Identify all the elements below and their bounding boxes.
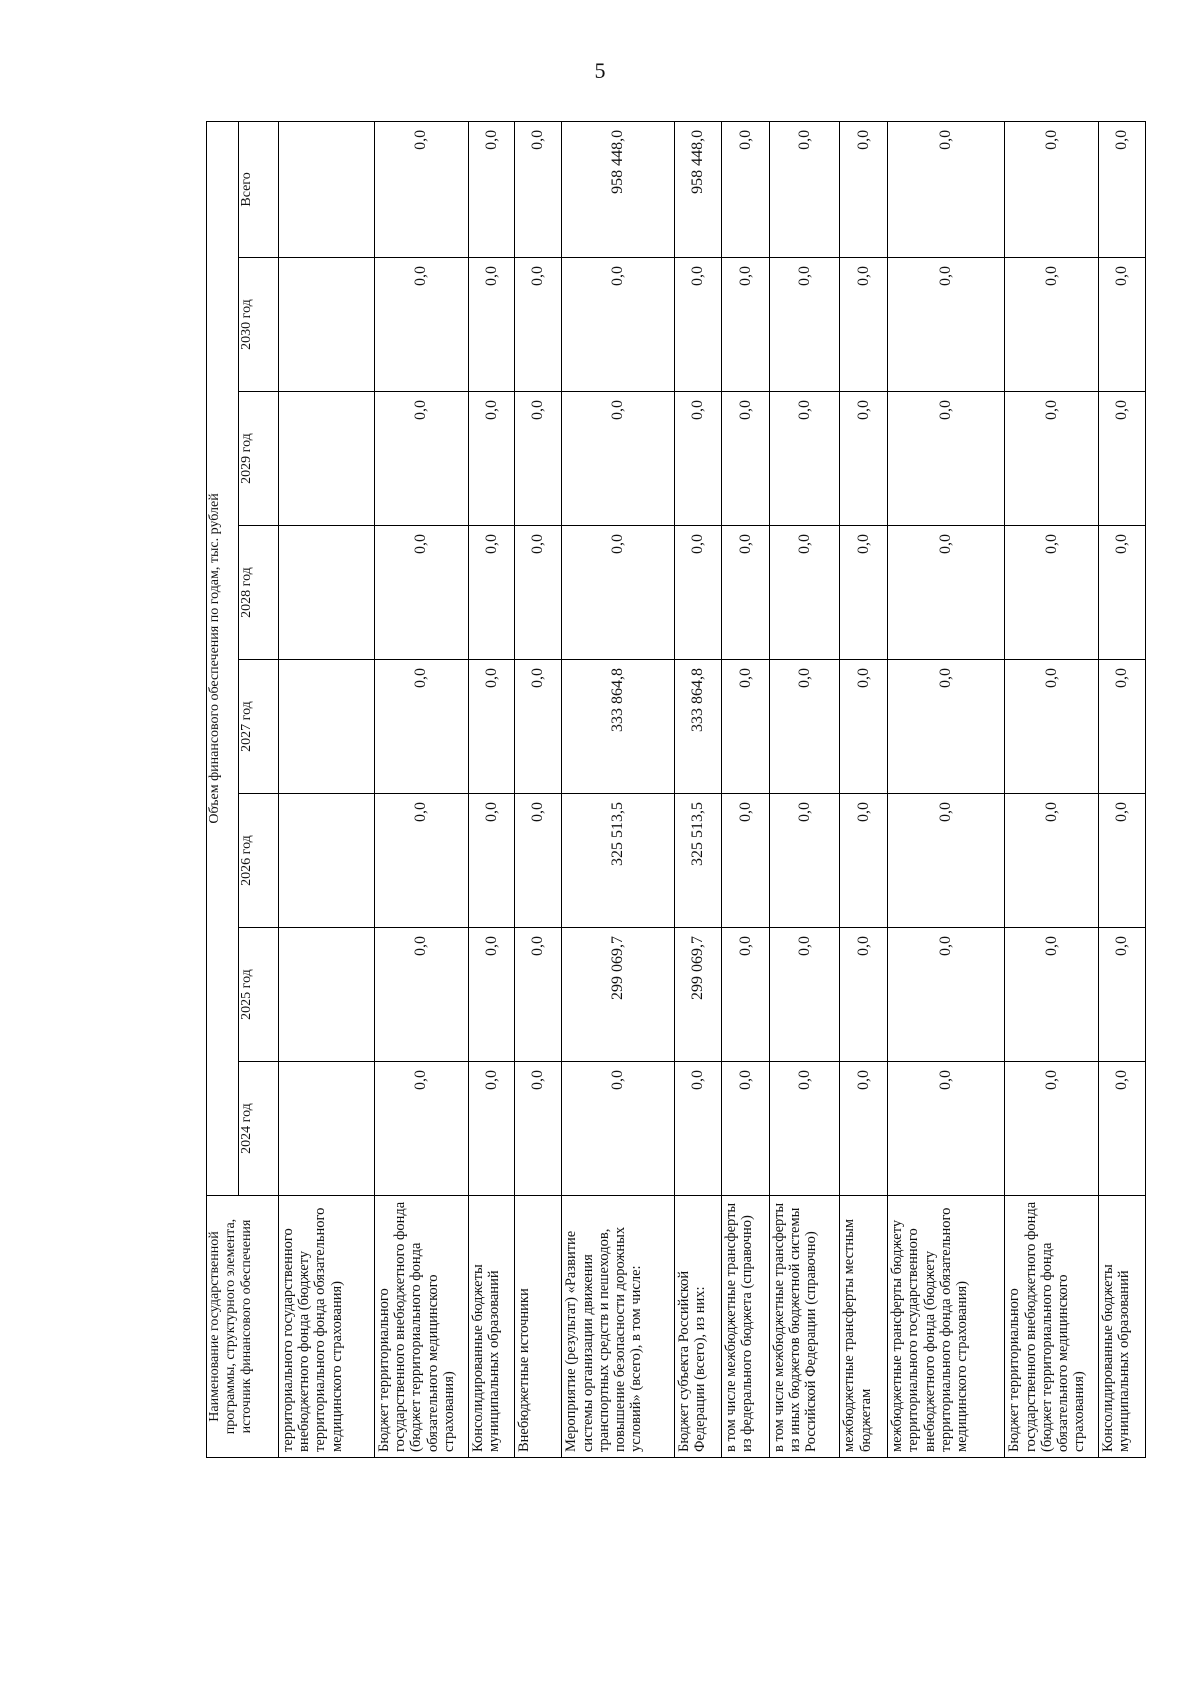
header-total: Всего: [239, 121, 279, 257]
cell-value: 0,0: [769, 928, 839, 1062]
cell-value: 325 513,5: [675, 794, 722, 928]
cell-value: 0,0: [468, 660, 515, 794]
cell-value: 0,0: [888, 794, 1005, 928]
cell-value: 0,0: [374, 258, 468, 392]
table-row: [562, 121, 675, 1457]
cell-value: 0,0: [722, 526, 770, 660]
cell-total: 958 448,0: [562, 121, 675, 257]
cell-value: [279, 392, 375, 526]
cell-total: 0,0: [1099, 121, 1146, 257]
cell-value: 0,0: [468, 794, 515, 928]
cell-value: 333 864,8: [562, 660, 675, 794]
cell-value: [279, 794, 375, 928]
cell-value: 0,0: [1005, 928, 1099, 1062]
header-year-2026: 2026 год: [239, 794, 279, 928]
cell-value: 0,0: [840, 1062, 888, 1196]
header-volume: Объем финансового обеспечения по годам, тыс. рублей: [207, 121, 239, 1195]
cell-value: 0,0: [468, 526, 515, 660]
cell-value: 0,0: [468, 1062, 515, 1196]
cell-total: 0,0: [888, 121, 1005, 257]
cell-value: 0,0: [1005, 392, 1099, 526]
cell-value: 0,0: [515, 392, 562, 526]
cell-value: 0,0: [1005, 526, 1099, 660]
cell-value: 0,0: [888, 1062, 1005, 1196]
row-name: Внебюджетные источники: [515, 1196, 562, 1458]
cell-value: 0,0: [840, 392, 888, 526]
cell-value: 0,0: [722, 392, 770, 526]
cell-total: 958 448,0: [675, 121, 722, 257]
cell-value: 0,0: [562, 1062, 675, 1196]
cell-value: [279, 660, 375, 794]
cell-value: [279, 258, 375, 392]
cell-total: 0,0: [769, 121, 839, 257]
cell-value: 0,0: [888, 928, 1005, 1062]
cell-value: 0,0: [1005, 794, 1099, 928]
cell-value: 0,0: [888, 660, 1005, 794]
cell-value: 0,0: [1099, 1062, 1146, 1196]
cell-value: 0,0: [675, 392, 722, 526]
cell-value: 0,0: [1099, 526, 1146, 660]
table-row: [675, 121, 722, 1457]
cell-value: [279, 1062, 375, 1196]
cell-value: 0,0: [722, 258, 770, 392]
cell-value: 0,0: [1005, 1062, 1099, 1196]
cell-value: [279, 928, 375, 1062]
cell-value: 0,0: [1099, 258, 1146, 392]
header-year-2024: 2024 год: [239, 1062, 279, 1196]
cell-value: 0,0: [769, 1062, 839, 1196]
row-name: Консолидированные бюджеты муниципальных образований: [1099, 1196, 1146, 1458]
cell-value: 0,0: [374, 928, 468, 1062]
cell-value: 0,0: [769, 392, 839, 526]
cell-value: 0,0: [840, 660, 888, 794]
cell-value: 0,0: [722, 928, 770, 1062]
cell-value: 0,0: [515, 258, 562, 392]
header-year-2028: 2028 год: [239, 526, 279, 660]
cell-value: 0,0: [468, 392, 515, 526]
cell-value: 0,0: [1005, 660, 1099, 794]
cell-value: 0,0: [562, 258, 675, 392]
table-row: [279, 121, 375, 1457]
cell-value: 0,0: [515, 794, 562, 928]
row-name: в том числе межбюджетные трансферты из федерального бюджета (справочно): [722, 1196, 770, 1458]
cell-total: 0,0: [1005, 121, 1099, 257]
cell-value: 0,0: [374, 794, 468, 928]
cell-value: 0,0: [374, 1062, 468, 1196]
cell-value: 0,0: [468, 258, 515, 392]
table-row: [1099, 121, 1146, 1457]
cell-value: 0,0: [769, 794, 839, 928]
cell-value: 0,0: [840, 794, 888, 928]
cell-value: 0,0: [769, 526, 839, 660]
cell-value: 0,0: [722, 660, 770, 794]
cell-value: 325 513,5: [562, 794, 675, 928]
header-year-2025: 2025 год: [239, 928, 279, 1062]
cell-value: 0,0: [468, 928, 515, 1062]
cell-value: 0,0: [562, 392, 675, 526]
header-year-2027: 2027 год: [239, 660, 279, 794]
cell-value: 0,0: [515, 1062, 562, 1196]
cell-value: 0,0: [888, 392, 1005, 526]
row-name: Бюджет субъекта Российской Федерации (всего), из них:: [675, 1196, 722, 1458]
cell-value: 0,0: [675, 526, 722, 660]
cell-value: 0,0: [374, 392, 468, 526]
rotated-table-container: [206, 122, 1146, 1458]
cell-total: 0,0: [468, 121, 515, 257]
cell-total: 0,0: [840, 121, 888, 257]
cell-value: 0,0: [675, 1062, 722, 1196]
cell-value: 0,0: [374, 526, 468, 660]
row-name: Мероприятие (результат) «Развитие системы организации движения транспортных средств и пешеходов, повышение безопасности дорожных условий» (всего), в том числе:: [562, 1196, 675, 1458]
row-name: Бюджет территориального государственного внебюджетного фонда (бюджет территориального фонда обязательного медицинского страхования): [1005, 1196, 1099, 1458]
cell-value: 0,0: [769, 258, 839, 392]
cell-value: 333 864,8: [675, 660, 722, 794]
table-row: [374, 121, 468, 1457]
cell-value: 299 069,7: [562, 928, 675, 1062]
header-year-2029: 2029 год: [239, 392, 279, 526]
row-name: межбюджетные трансферты местным бюджетам: [840, 1196, 888, 1458]
cell-value: 0,0: [840, 526, 888, 660]
table-row: [769, 121, 839, 1457]
cell-value: 0,0: [769, 660, 839, 794]
cell-total: 0,0: [722, 121, 770, 257]
cell-total: [279, 121, 375, 257]
row-name: Бюджет территориального государственного внебюджетного фонда (бюджет территориального фонда обязательного медицинского страхования): [374, 1196, 468, 1458]
cell-value: 0,0: [1099, 794, 1146, 928]
page-number: 5: [594, 58, 606, 83]
table-row: [1005, 121, 1099, 1457]
row-name: межбюджетные трансферты бюджету территориального государственного внебюджетного фонда (бюджету территориального фонда обязательного медицинского страхования): [888, 1196, 1005, 1458]
table-body: [279, 121, 1146, 1457]
cell-value: 0,0: [722, 794, 770, 928]
cell-value: 0,0: [675, 258, 722, 392]
cell-value: [279, 526, 375, 660]
cell-value: 0,0: [840, 928, 888, 1062]
header-year-2030: 2030 год: [239, 258, 279, 392]
table-row: [722, 121, 770, 1457]
cell-value: 0,0: [515, 526, 562, 660]
cell-value: 0,0: [515, 928, 562, 1062]
table-row: [515, 121, 562, 1457]
table-row: [468, 121, 515, 1457]
financing-table: [206, 121, 1146, 1458]
cell-value: 0,0: [1099, 392, 1146, 526]
table-row: [840, 121, 888, 1457]
row-name: Консолидированные бюджеты муниципальных образований: [468, 1196, 515, 1458]
cell-value: 299 069,7: [675, 928, 722, 1062]
header-name-column: Наименование государственной программы, структурного элемента, источник финансового обеспечения: [207, 1196, 279, 1458]
cell-value: 0,0: [515, 660, 562, 794]
table-row: [888, 121, 1005, 1457]
cell-value: 0,0: [888, 526, 1005, 660]
cell-value: 0,0: [1099, 928, 1146, 1062]
cell-total: 0,0: [374, 121, 468, 257]
cell-value: 0,0: [1005, 258, 1099, 392]
cell-value: 0,0: [888, 258, 1005, 392]
cell-value: 0,0: [1099, 660, 1146, 794]
row-name: территориального государственного внебюджетного фонда (бюджету территориального фонда обязательного медицинского страхования): [279, 1196, 375, 1458]
cell-value: 0,0: [374, 660, 468, 794]
row-name: в том числе межбюджетные трансферты из иных бюджетов бюджетной системы Российской Федерации (справочно): [769, 1196, 839, 1458]
cell-total: 0,0: [515, 121, 562, 257]
cell-value: 0,0: [840, 258, 888, 392]
cell-value: 0,0: [722, 1062, 770, 1196]
cell-value: 0,0: [562, 526, 675, 660]
